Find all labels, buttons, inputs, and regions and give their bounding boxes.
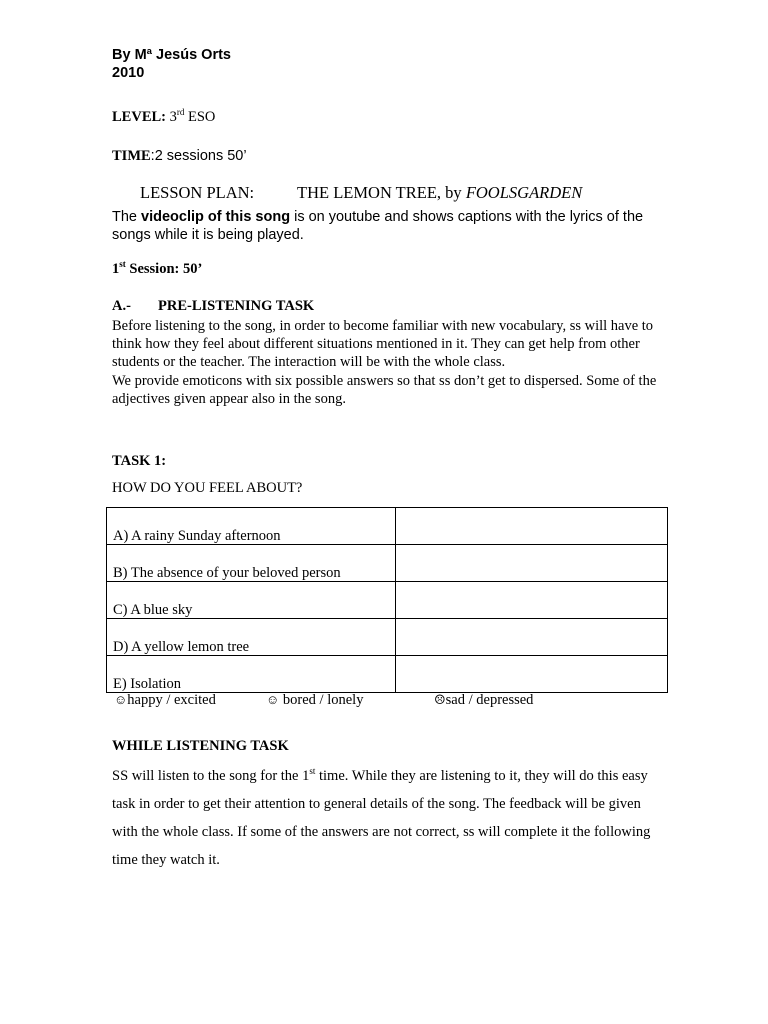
pre-listening-title: PRE-LISTENING TASK: [158, 298, 315, 314]
while-listening-text: [112, 762, 652, 874]
time-label: TIME: [112, 148, 151, 164]
emoticon-legend: [112, 692, 672, 712]
lesson-plan-title: [140, 183, 583, 203]
session-sup: st: [119, 259, 126, 270]
answer-cell[interactable]: [396, 656, 668, 693]
intro-text-post: is on youtube and shows captions with the lyrics of the songs while it is being played.: [112, 209, 644, 243]
intro-text-pre: The: [112, 209, 142, 225]
session-rest: Session: 50’: [125, 261, 203, 277]
pre-listening-letter: A.-: [112, 298, 131, 314]
intro-paragraph: [112, 208, 652, 244]
level-value: 3: [166, 109, 177, 125]
feelings-table: [106, 507, 668, 693]
pre-listening-para-1: Before listening to the song, in order to become familiar with new vocabulary, ss will have to think how they feel about different situations mentioned in it. They can get help from other students or the teacher. The interaction will be with the whole class.: [112, 318, 654, 371]
lesson-plan-label: LESSON PLAN:: [140, 183, 255, 202]
answer-cell[interactable]: [396, 508, 668, 545]
session-heading: [112, 261, 202, 278]
legend-happy-label: happy / excited: [127, 692, 216, 708]
answer-cell[interactable]: [396, 582, 668, 619]
legend-bored-label: bored / lonely: [279, 692, 364, 708]
table-row: [107, 508, 668, 545]
while-text-sup: st: [309, 766, 316, 777]
time-line: [112, 148, 247, 165]
table-row: [107, 582, 668, 619]
table-row: [107, 656, 668, 693]
legend-bored: [266, 692, 363, 709]
song-title: [297, 183, 582, 203]
pre-listening-heading: [112, 298, 315, 315]
while-text-pre: SS will listen to the song for the 1: [112, 768, 310, 784]
level-value-post: ESO: [184, 109, 216, 125]
level-line: [112, 109, 215, 126]
table-row: [107, 545, 668, 582]
answer-cell[interactable]: [396, 545, 668, 582]
song-artist: FOOLSGARDEN: [465, 183, 583, 202]
pre-listening-para-2: We provide emoticons with six possible answers so that ss don’t get to dispersed. Some of the adjectives given appear also in the song.: [112, 372, 657, 407]
session-num: 1: [112, 261, 120, 277]
smiley-sad-icon: ☹: [434, 692, 446, 707]
pre-listening-text: [112, 317, 657, 408]
situation-cell: A) A rainy Sunday afternoon: [107, 508, 396, 545]
song-name: THE LEMON TREE, by: [297, 183, 466, 202]
while-text-post: time. While they are listening to it, they will do this easy task in order to get their attention to general details of the song. The feedback will be given with the whole class. If some of the answers are not correct, ss will complete it the following time they watch it.: [112, 768, 651, 868]
intro-bold: videoclip of this song: [141, 209, 291, 225]
level-label: LEVEL:: [112, 109, 166, 125]
legend-sad: [434, 692, 533, 709]
while-listening-heading: WHILE LISTENING TASK: [112, 738, 289, 754]
smiley-neutral-icon: ☺: [266, 692, 280, 707]
legend-sad-label: sad / depressed: [445, 692, 534, 708]
situation-cell: B) The absence of your beloved person: [107, 545, 396, 582]
situation-cell: C) A blue sky: [107, 582, 396, 619]
answer-cell[interactable]: [396, 619, 668, 656]
situation-cell: E) Isolation: [107, 656, 396, 693]
author-block: [112, 46, 231, 82]
smiley-happy-icon: ☺: [114, 692, 128, 707]
level-value-sup: rd: [176, 107, 185, 118]
task1-title: TASK 1:: [112, 453, 167, 469]
task1-question: HOW DO YOU FEEL ABOUT?: [112, 480, 303, 496]
time-value: :2 sessions 50’: [150, 148, 247, 164]
legend-happy: [114, 692, 216, 709]
author-name: By Mª Jesús Orts: [112, 47, 231, 63]
table-row: [107, 619, 668, 656]
author-year: 2010: [112, 65, 145, 81]
situation-cell: D) A yellow lemon tree: [107, 619, 396, 656]
